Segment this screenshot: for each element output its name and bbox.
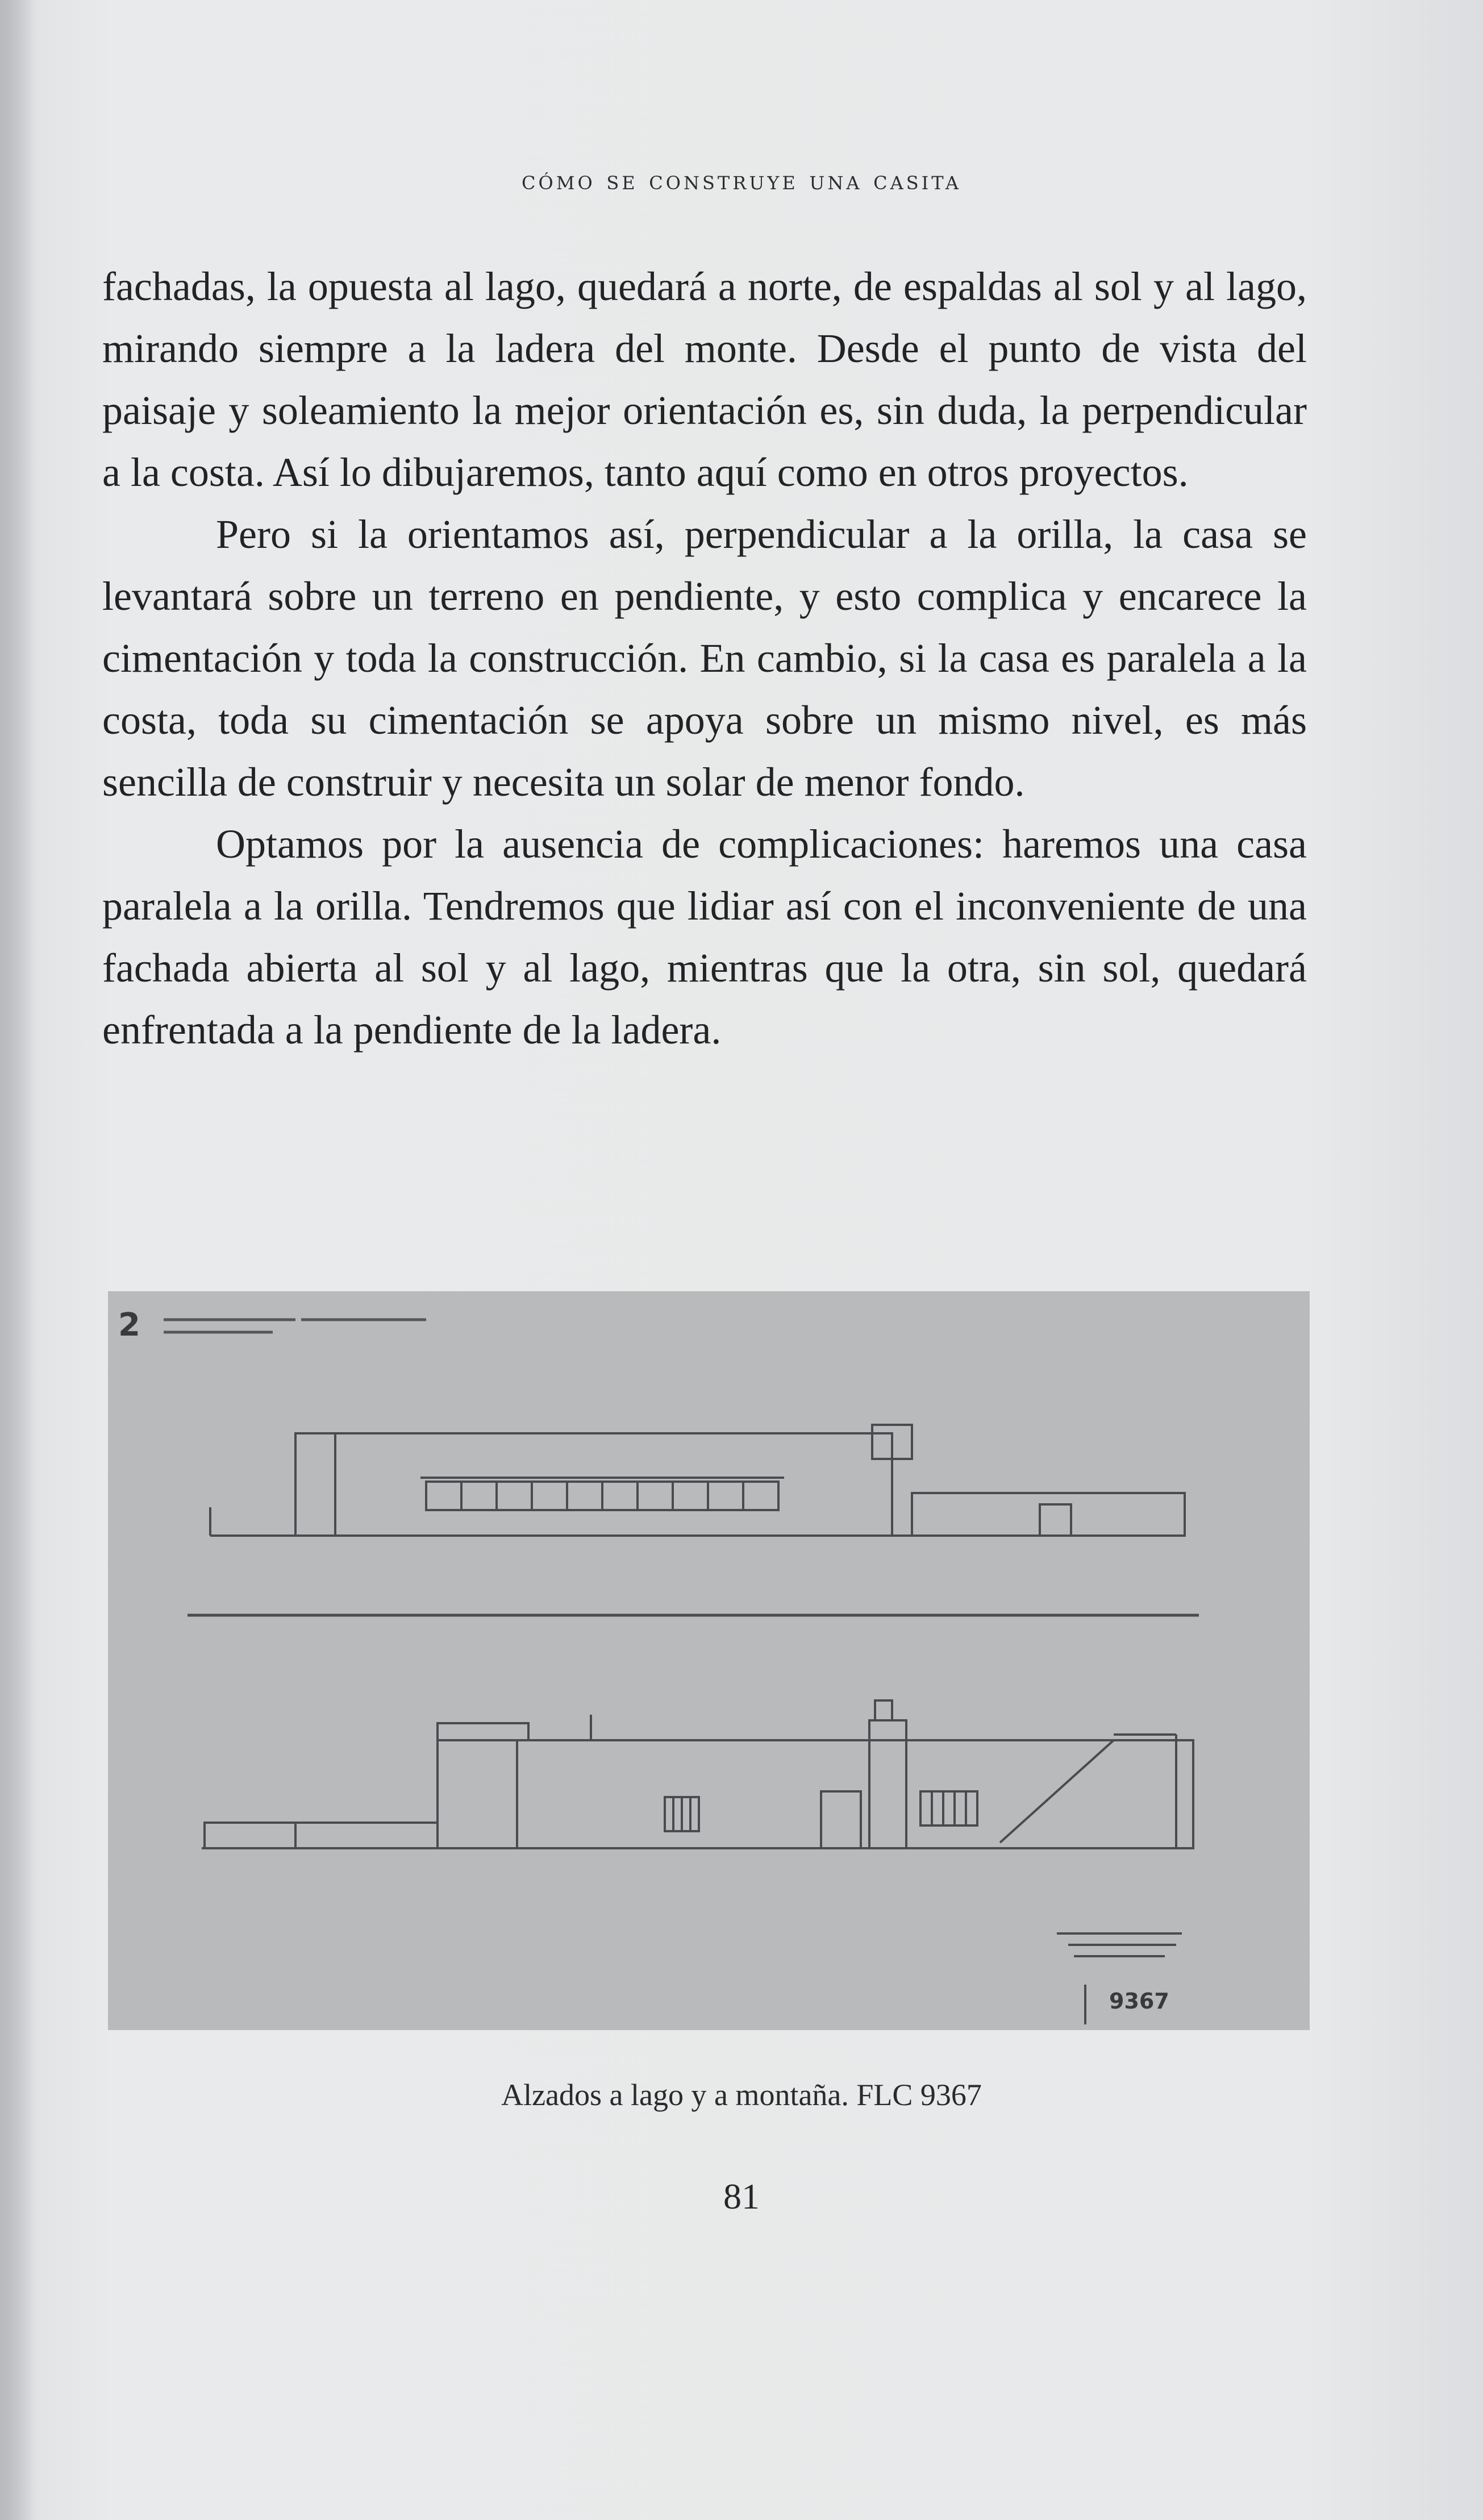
body-text [102,256,1307,1061]
elevation-drawing-figure [108,1291,1310,2030]
elevation-drawing [108,1291,1310,2030]
paragraph-3: Optamos por la ausencia de complicaciones: haremos una casa paralela a la orilla. Tendremos que lidiar así con el inconveniente de una fachada abierta al sol y al lago, mientras que la otra, sin sol, quedará enfrentada a la pendiente de la ladera. [102,821,1307,1053]
sheet-number: 2 [118,1307,140,1344]
figure-caption: Alzados a lago y a montaña. FLC 9367 [501,2078,982,2112]
paragraph-1: fachadas, la opuesta al lago, quedará a norte, de espaldas al sol y al lago, mirando siempre a la ladera del monte. Desde el punto de vista del paisaje y soleamiento la mejor orientación es, sin duda, la perpendicular a la costa. Así lo dibujaremos, tanto aquí como en otros proyectos. [102,264,1307,495]
page-gutter-shadow [0,0,34,2520]
paragraph-2: Pero si la orientamos así, perpendicular a la orilla, la casa se levantará sobre un terreno en pendiente, y esto complica y encarece la cimentación y toda la construcción. En cambio, si la casa es paralela a la costa, toda su cimentación se apoya sobre un mismo nivel, es más sencilla de construir y necesita un solar de menor fondo. [102,512,1307,805]
running-head: cómo se construye una casita [522,165,961,196]
page-number: 81 [723,2176,760,2217]
stamp-number: 9367 [1109,1989,1169,2014]
drawing-paper [108,1291,1310,2030]
